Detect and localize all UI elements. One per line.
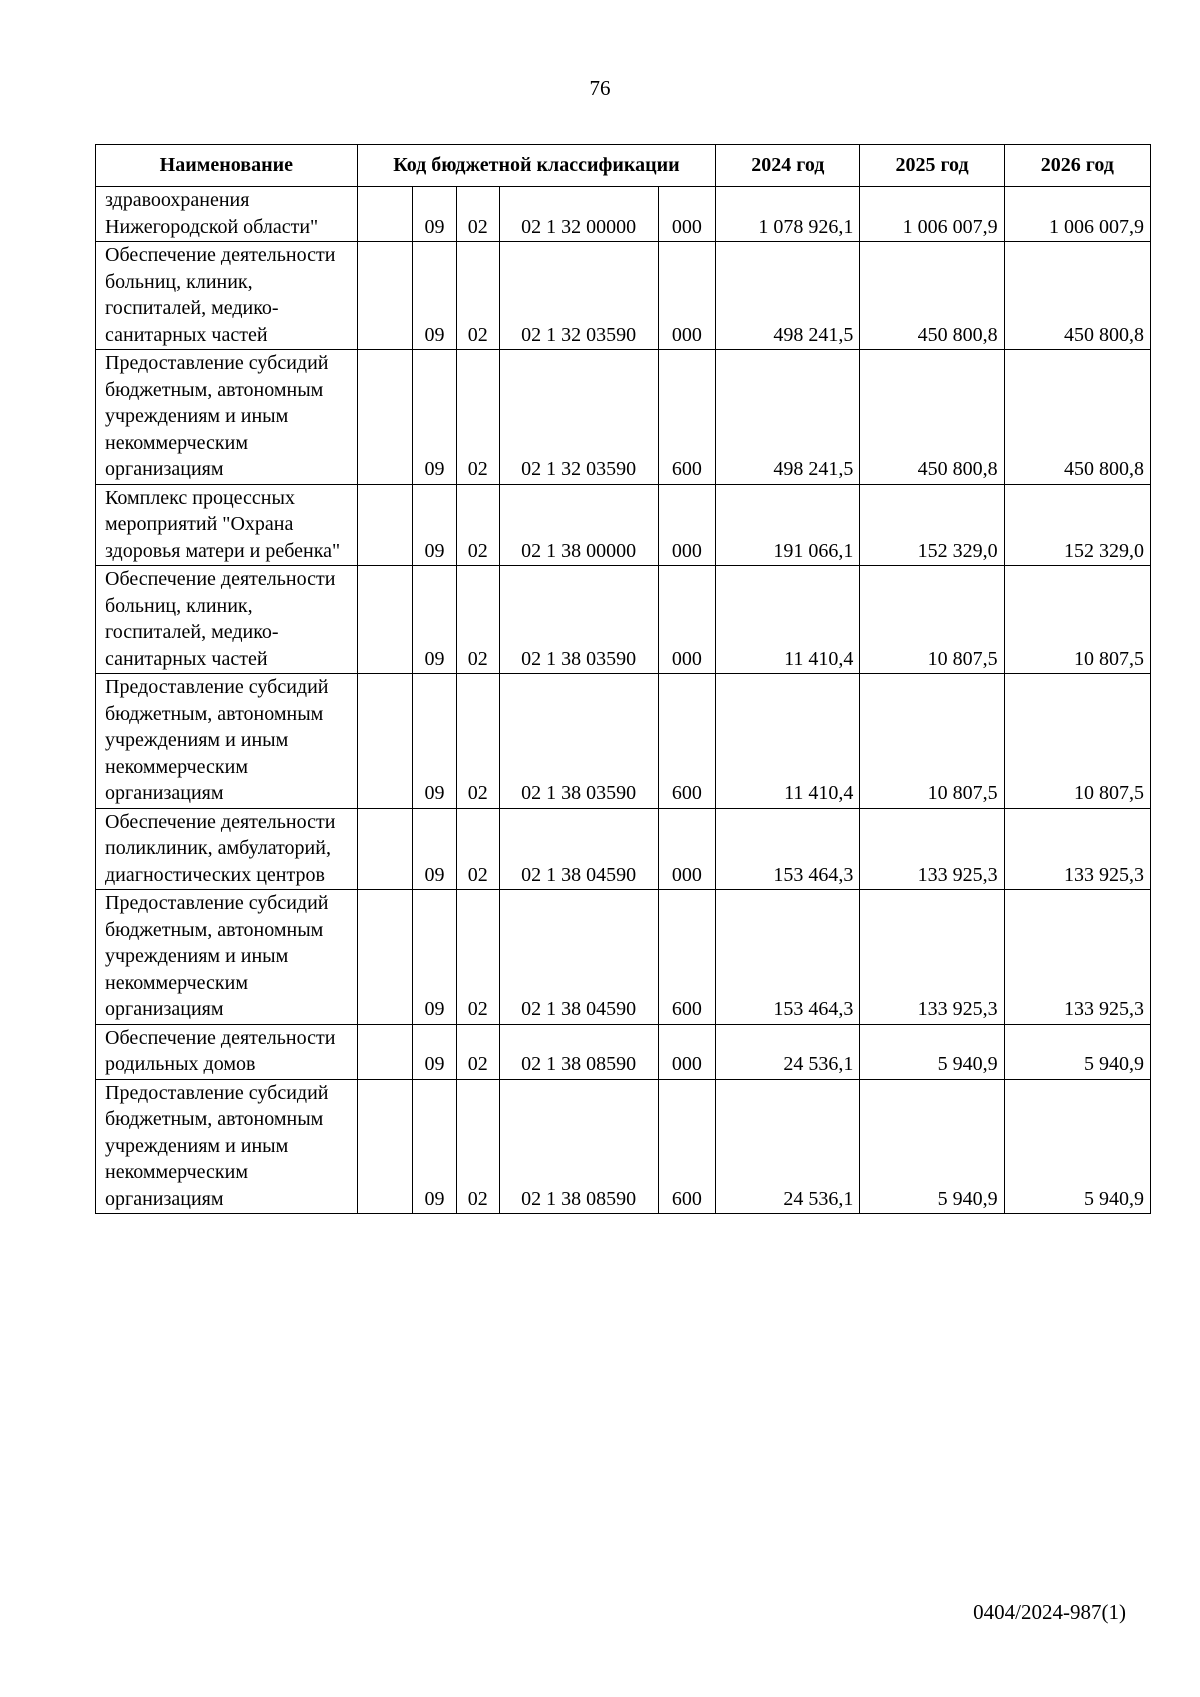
- row-target-code: 02 1 32 03590: [499, 242, 658, 350]
- row-value-2024: 24 536,1: [716, 1079, 860, 1214]
- row-blank-cell: [357, 350, 413, 485]
- row-expense-type-code: 000: [658, 484, 716, 566]
- row-value-2024: 498 241,5: [716, 242, 860, 350]
- row-value-2026: 5 940,9: [1004, 1024, 1150, 1079]
- row-value-2025: 5 940,9: [860, 1079, 1004, 1214]
- row-value-2025: 152 329,0: [860, 484, 1004, 566]
- row-section-code: 09: [413, 350, 456, 485]
- row-value-2025: 10 807,5: [860, 566, 1004, 674]
- row-target-code: 02 1 32 03590: [499, 350, 658, 485]
- row-value-2025: 10 807,5: [860, 674, 1004, 809]
- row-value-2025: 133 925,3: [860, 808, 1004, 890]
- row-blank-cell: [357, 187, 413, 242]
- row-expense-type-code: 600: [658, 890, 716, 1025]
- row-value-2024: 153 464,3: [716, 890, 860, 1025]
- row-blank-cell: [357, 566, 413, 674]
- row-expense-type-code: 000: [658, 187, 716, 242]
- row-expense-type-code: 600: [658, 350, 716, 485]
- header-2025: 2025 год: [860, 145, 1004, 187]
- row-section-code: 09: [413, 808, 456, 890]
- row-value-2026: 152 329,0: [1004, 484, 1150, 566]
- row-value-2024: 191 066,1: [716, 484, 860, 566]
- row-subsection-code: 02: [456, 566, 499, 674]
- row-target-code: 02 1 38 08590: [499, 1079, 658, 1214]
- row-subsection-code: 02: [456, 350, 499, 485]
- row-blank-cell: [357, 242, 413, 350]
- row-expense-type-code: 000: [658, 242, 716, 350]
- row-value-2024: 153 464,3: [716, 808, 860, 890]
- table-row: [96, 350, 1151, 485]
- table-header-row: [96, 145, 1151, 187]
- table-row: [96, 808, 1151, 890]
- row-blank-cell: [357, 484, 413, 566]
- row-value-2026: 10 807,5: [1004, 566, 1150, 674]
- row-subsection-code: 02: [456, 1024, 499, 1079]
- row-target-code: 02 1 38 03590: [499, 674, 658, 809]
- row-value-2025: 450 800,8: [860, 350, 1004, 485]
- header-2024: 2024 год: [716, 145, 860, 187]
- row-name: Обеспечение деятельности родильных домов: [96, 1024, 358, 1079]
- row-expense-type-code: 000: [658, 1024, 716, 1079]
- row-section-code: 09: [413, 674, 456, 809]
- row-section-code: 09: [413, 1079, 456, 1214]
- row-value-2025: 1 006 007,9: [860, 187, 1004, 242]
- row-subsection-code: 02: [456, 1079, 499, 1214]
- table-body: [96, 187, 1151, 1214]
- row-value-2026: 10 807,5: [1004, 674, 1150, 809]
- row-target-code: 02 1 38 04590: [499, 890, 658, 1025]
- row-value-2024: 1 078 926,1: [716, 187, 860, 242]
- row-value-2026: 1 006 007,9: [1004, 187, 1150, 242]
- row-value-2024: 11 410,4: [716, 674, 860, 809]
- row-expense-type-code: 600: [658, 674, 716, 809]
- row-name: Предоставление субсидий бюджетным, автономным учреждениям и иным некоммерческим организациям: [96, 350, 358, 485]
- row-value-2026: 5 940,9: [1004, 1079, 1150, 1214]
- row-name: Обеспечение деятельности поликлиник, амбулаторий, диагностических центров: [96, 808, 358, 890]
- row-section-code: 09: [413, 1024, 456, 1079]
- row-section-code: 09: [413, 566, 456, 674]
- page-number: 76: [589, 76, 611, 100]
- table-row: [96, 187, 1151, 242]
- row-value-2024: 24 536,1: [716, 1024, 860, 1079]
- table-row: [96, 1024, 1151, 1079]
- row-section-code: 09: [413, 242, 456, 350]
- row-subsection-code: 02: [456, 674, 499, 809]
- row-name: Обеспечение деятельности больниц, клиник, госпиталей, медико-санитарных частей: [96, 566, 358, 674]
- table-row: [96, 566, 1151, 674]
- row-value-2026: 450 800,8: [1004, 350, 1150, 485]
- row-value-2024: 498 241,5: [716, 350, 860, 485]
- row-section-code: 09: [413, 187, 456, 242]
- table-row: [96, 1079, 1151, 1214]
- row-blank-cell: [357, 1024, 413, 1079]
- row-section-code: 09: [413, 484, 456, 566]
- row-value-2024: 11 410,4: [716, 566, 860, 674]
- table-row: [96, 674, 1151, 809]
- row-name: Предоставление субсидий бюджетным, автономным учреждениям и иным некоммерческим организациям: [96, 890, 358, 1025]
- row-name: Предоставление субсидий бюджетным, автономным учреждениям и иным некоммерческим организациям: [96, 1079, 358, 1214]
- row-subsection-code: 02: [456, 242, 499, 350]
- row-blank-cell: [357, 1079, 413, 1214]
- row-target-code: 02 1 32 00000: [499, 187, 658, 242]
- row-value-2025: 450 800,8: [860, 242, 1004, 350]
- row-subsection-code: 02: [456, 808, 499, 890]
- row-name: Комплекс процессных мероприятий "Охрана здоровья матери и ребенка": [96, 484, 358, 566]
- row-name: здравоохранения Нижегородской области": [96, 187, 358, 242]
- row-expense-type-code: 000: [658, 566, 716, 674]
- row-expense-type-code: 000: [658, 808, 716, 890]
- row-value-2026: 450 800,8: [1004, 242, 1150, 350]
- row-subsection-code: 02: [456, 890, 499, 1025]
- row-name: Обеспечение деятельности больниц, клиник, госпиталей, медико-санитарных частей: [96, 242, 358, 350]
- row-target-code: 02 1 38 03590: [499, 566, 658, 674]
- row-target-code: 02 1 38 08590: [499, 1024, 658, 1079]
- document-code: 0404/2024-987(1): [973, 1600, 1126, 1624]
- row-value-2026: 133 925,3: [1004, 890, 1150, 1025]
- row-expense-type-code: 600: [658, 1079, 716, 1214]
- row-value-2025: 5 940,9: [860, 1024, 1004, 1079]
- row-subsection-code: 02: [456, 187, 499, 242]
- header-name: Наименование: [96, 145, 358, 187]
- table-row: [96, 890, 1151, 1025]
- row-blank-cell: [357, 808, 413, 890]
- header-code: Код бюджетной классификации: [357, 145, 716, 187]
- row-value-2026: 133 925,3: [1004, 808, 1150, 890]
- budget-table: [95, 144, 1151, 1214]
- row-target-code: 02 1 38 00000: [499, 484, 658, 566]
- table-row: [96, 242, 1151, 350]
- row-value-2025: 133 925,3: [860, 890, 1004, 1025]
- row-blank-cell: [357, 674, 413, 809]
- row-target-code: 02 1 38 04590: [499, 808, 658, 890]
- row-blank-cell: [357, 890, 413, 1025]
- row-subsection-code: 02: [456, 484, 499, 566]
- row-section-code: 09: [413, 890, 456, 1025]
- header-2026: 2026 год: [1004, 145, 1150, 187]
- row-name: Предоставление субсидий бюджетным, автономным учреждениям и иным некоммерческим организациям: [96, 674, 358, 809]
- table-row: [96, 484, 1151, 566]
